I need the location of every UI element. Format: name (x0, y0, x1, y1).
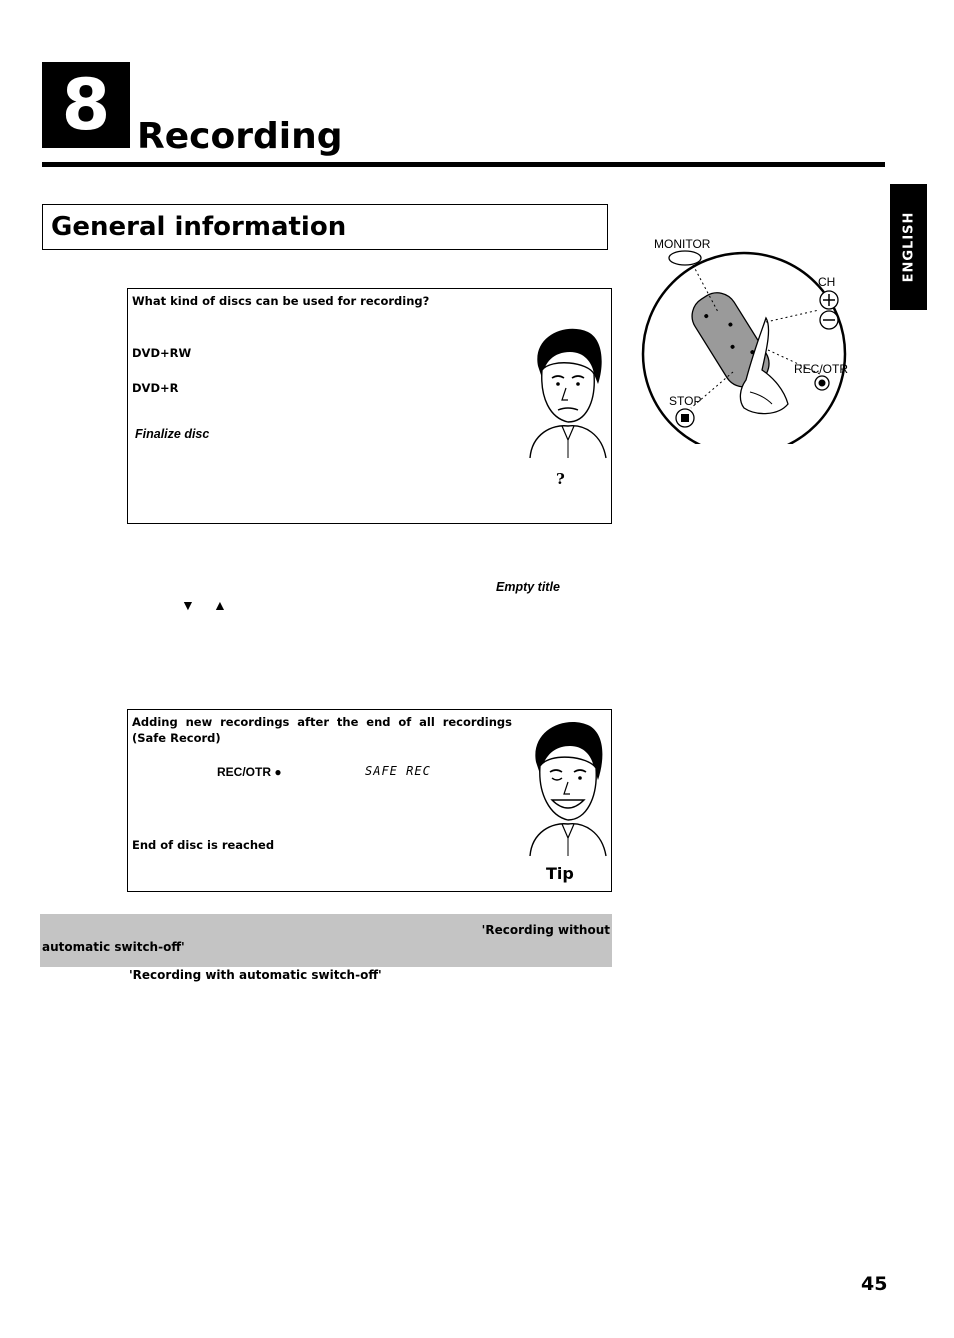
question-mark: ? (556, 470, 565, 488)
down-arrow-icon: ▼ (181, 597, 195, 613)
empty-title-label: Empty title (496, 580, 560, 594)
display-safe-rec: SAFE REC (365, 764, 431, 778)
safe-record-heading-line1: Adding new recordings after the end of all recordings (132, 715, 512, 729)
up-arrow-icon: ▲ (213, 597, 227, 613)
band-line2: automatic switch-off' (42, 940, 185, 954)
tip-label: Tip (546, 864, 574, 883)
stop-label: STOP (669, 394, 702, 408)
disc-types-question: What kind of discs can be used for recording? (132, 294, 430, 308)
dvdr-label: DVD+R (132, 381, 179, 395)
header-rule (42, 162, 885, 167)
page-number: 45 (861, 1273, 888, 1295)
band-below-text: 'Recording with automatic switch-off' (129, 968, 382, 982)
page-title: Recording (137, 116, 343, 157)
monitor-button-icon (669, 251, 701, 265)
remote-illustration (638, 232, 858, 444)
safe-record-heading-line2: (Safe Record) (132, 731, 221, 745)
smiling-man-icon (522, 716, 608, 860)
language-tab (890, 184, 927, 310)
end-of-disc-label: End of disc is reached (132, 838, 275, 852)
monitor-label: MONITOR (654, 237, 711, 251)
rec-otr-label: REC/OTR (794, 362, 848, 376)
ch-label: CH (818, 275, 836, 289)
section-title: General information (51, 212, 347, 242)
thinking-man-icon (522, 322, 608, 462)
rec-otr-button-ref: REC/OTR ● (217, 765, 282, 779)
band-line1-right: 'Recording without (481, 923, 610, 937)
dvdrw-label: DVD+RW (132, 346, 192, 360)
finalize-disc-label: Finalize disc (135, 427, 210, 441)
chapter-number: 8 (42, 62, 130, 148)
language-label: ENGLISH (901, 211, 916, 283)
